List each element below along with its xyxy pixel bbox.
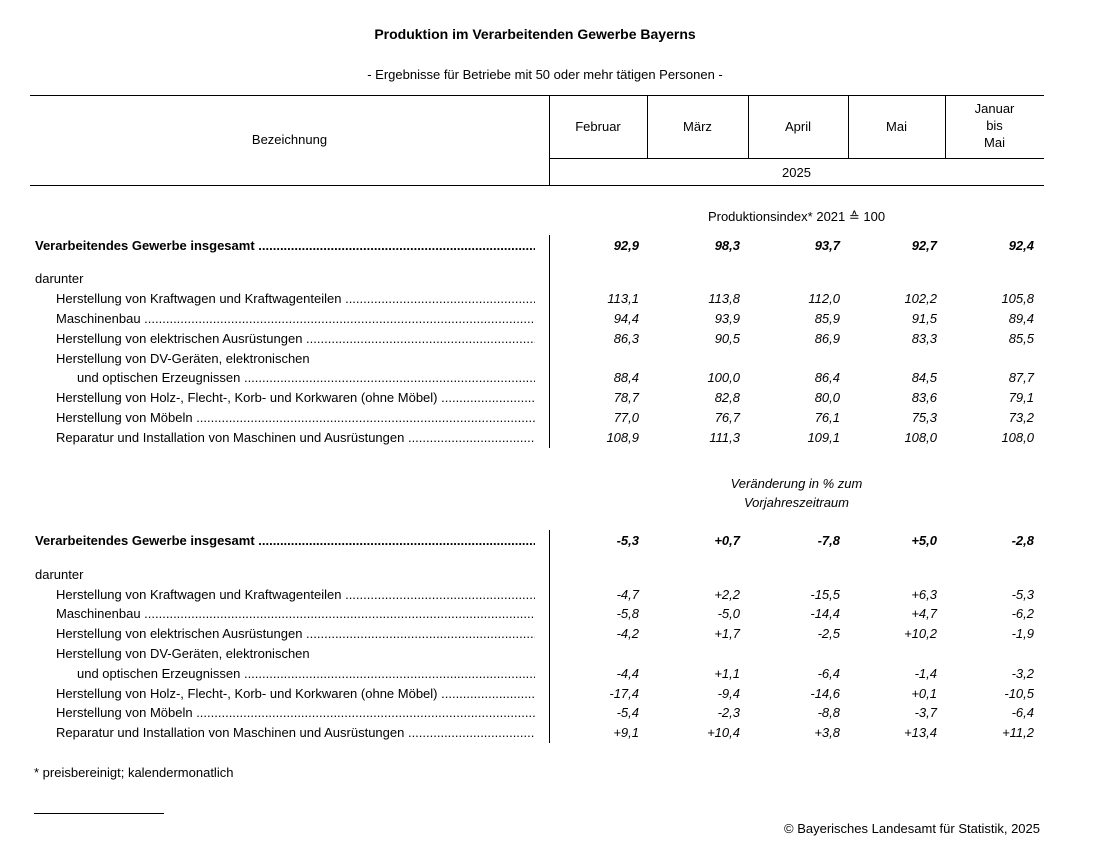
cell: 87,7: [1008, 370, 1034, 385]
header-bottom-rule: [30, 185, 1044, 186]
cell: +3,8: [814, 725, 840, 740]
cell: -2,5: [817, 626, 840, 641]
table-row-total: [0, 531, 1099, 551]
cell: 82,8: [714, 390, 740, 405]
cell: -1,4: [914, 666, 937, 681]
cell: 86,9: [814, 331, 840, 346]
cell: -14,6: [810, 686, 840, 701]
cell: +1,1: [714, 666, 740, 681]
cell: 113,8: [708, 291, 740, 306]
cell: +2,2: [714, 587, 740, 602]
cell: +0,7: [714, 533, 740, 548]
cell: -4,4: [616, 666, 639, 681]
cell: 111,3: [709, 430, 740, 445]
table-row: [0, 428, 1099, 448]
cell: 108,0: [1001, 430, 1034, 445]
cell: 77,0: [613, 410, 639, 425]
column-header-year: 2025: [782, 165, 811, 180]
cell: -6,4: [817, 666, 840, 681]
cell: +9,1: [613, 725, 639, 740]
cell: 108,9: [606, 430, 639, 445]
row-subheading: [0, 565, 1099, 585]
cell: 100,0: [707, 370, 740, 385]
cell: -2,3: [717, 705, 740, 720]
cell: 91,5: [911, 311, 937, 326]
cell: -5,3: [1011, 587, 1034, 602]
table-row-label-continuation: [0, 644, 1099, 664]
cell: -3,7: [914, 705, 937, 720]
footnote: * preisbereinigt; kalendermonatlich: [34, 765, 234, 780]
cell: -3,2: [1011, 666, 1034, 681]
subheading-label: darunter: [35, 271, 84, 286]
row-label: Maschinenbau .....: [56, 309, 535, 329]
column-header-february: Februar: [575, 119, 621, 134]
table-row-label-continuation: [0, 349, 1099, 369]
cell: 94,4: [613, 311, 639, 326]
cell: 85,9: [814, 311, 840, 326]
header-mid-rule: [549, 158, 1044, 159]
table-row: [0, 289, 1099, 309]
cell: +5,0: [911, 533, 937, 548]
column-header-april: April: [784, 119, 811, 134]
cell: 109,1: [807, 430, 840, 445]
cell: 83,3: [911, 331, 937, 346]
cell: -9,4: [717, 686, 740, 701]
cell: -4,7: [616, 587, 639, 602]
cell: -6,2: [1011, 606, 1034, 621]
row-label: Herstellung von Möbeln .....: [56, 408, 535, 428]
cell: -4,2: [616, 626, 639, 641]
row-label: Herstellung von Kraftwagen und Kraftwagenteilen .....: [56, 585, 535, 605]
cell: -5,8: [616, 606, 639, 621]
table-row: [0, 388, 1099, 408]
cell: 76,7: [714, 410, 740, 425]
table-row: [0, 585, 1099, 605]
section-unit-index: Produktionsindex* 2021 ≙ 100: [707, 209, 886, 224]
table-row: [0, 723, 1099, 743]
cell: 108,0: [904, 430, 937, 445]
cell: 88,4: [613, 370, 639, 385]
cell: 86,4: [814, 370, 840, 385]
cell: -1,9: [1011, 626, 1034, 641]
row-label: Herstellung von DV-Geräten, elektronischen: [56, 351, 310, 366]
cell: 93,7: [814, 238, 840, 253]
cell: 83,6: [911, 390, 937, 405]
subheading-label: darunter: [35, 567, 84, 582]
table-row: [0, 309, 1099, 329]
cell: 85,5: [1008, 331, 1034, 346]
footnote-rule: [34, 813, 164, 814]
table-row: [0, 604, 1099, 624]
cell: -5,0: [717, 606, 740, 621]
cell: -5,3: [616, 533, 639, 548]
cell: -14,4: [810, 606, 840, 621]
row-label: Verarbeitendes Gewerbe insgesamt .....: [35, 236, 535, 256]
row-label: Verarbeitendes Gewerbe insgesamt .....: [35, 531, 535, 551]
table-row: [0, 624, 1099, 644]
row-label: und optischen Erzeugnissen .....: [77, 368, 535, 388]
cell: 102,2: [904, 291, 937, 306]
cell: -15,5: [810, 587, 840, 602]
row-label: Herstellung von DV-Geräten, elektronischen: [56, 646, 310, 661]
cell: 89,4: [1008, 311, 1034, 326]
cell: 90,5: [714, 331, 740, 346]
cell: +6,3: [911, 587, 937, 602]
column-header-march: März: [683, 119, 712, 134]
cell: -17,4: [609, 686, 639, 701]
cell: 86,3: [613, 331, 639, 346]
cell: 78,7: [613, 390, 639, 405]
table-row-total: [0, 236, 1099, 256]
column-header-jan-to-may: Januar bis Mai: [974, 101, 1015, 150]
row-label: Herstellung von Kraftwagen und Kraftwagenteilen .....: [56, 289, 535, 309]
table-row: [0, 703, 1099, 723]
cell: 76,1: [814, 410, 840, 425]
cell: 92,4: [1008, 238, 1034, 253]
table-row: [0, 664, 1099, 684]
cell: -8,8: [817, 705, 840, 720]
header-top-rule: [30, 95, 1044, 96]
page-subtitle: - Ergebnisse für Betriebe mit 50 oder mehr tätigen Personen -: [367, 67, 723, 82]
column-header-may: Mai: [886, 119, 907, 134]
row-label: Reparatur und Installation von Maschinen und Ausrüstungen .....: [56, 723, 535, 743]
copyright: © Bayerisches Landesamt für Statistik, 2025: [784, 821, 1040, 836]
table-row: [0, 408, 1099, 428]
table-row: [0, 368, 1099, 388]
cell: +10,4: [707, 725, 740, 740]
cell: -6,4: [1011, 705, 1034, 720]
row-label: Herstellung von Holz-, Flecht-, Korb- und Korkwaren (ohne Möbel) .....: [56, 684, 535, 704]
cell: 92,7: [911, 238, 937, 253]
cell: 98,3: [714, 238, 740, 253]
row-label: Herstellung von Holz-, Flecht-, Korb- und Korkwaren (ohne Möbel) .....: [56, 388, 535, 408]
cell: 105,8: [1001, 291, 1034, 306]
cell: -2,8: [1011, 533, 1034, 548]
cell: +11,2: [1002, 725, 1034, 740]
cell: +10,2: [904, 626, 937, 641]
cell: -10,5: [1004, 686, 1034, 701]
cell: 92,9: [613, 238, 639, 253]
cell: 73,2: [1008, 410, 1034, 425]
cell: +1,7: [714, 626, 740, 641]
row-label: Reparatur und Installation von Maschinen und Ausrüstungen .....: [56, 428, 535, 448]
section-unit-change: Veränderung in % zum Vorjahreszeitraum: [730, 476, 863, 510]
cell: 93,9: [714, 311, 740, 326]
cell: -7,8: [817, 533, 840, 548]
row-label: Herstellung von elektrischen Ausrüstungen .....: [56, 329, 535, 349]
cell: 113,1: [607, 291, 639, 306]
cell: 79,1: [1008, 390, 1034, 405]
cell: -5,4: [616, 705, 639, 720]
cell: 80,0: [814, 390, 840, 405]
cell: 112,0: [808, 291, 840, 306]
row-label: Maschinenbau .....: [56, 604, 535, 624]
row-label: Herstellung von elektrischen Ausrüstungen .....: [56, 624, 535, 644]
page-title: Produktion im Verarbeitenden Gewerbe Bayerns: [374, 26, 696, 42]
cell: 84,5: [911, 370, 937, 385]
row-label: und optischen Erzeugnissen .....: [77, 664, 535, 684]
table-row: [0, 684, 1099, 704]
cell: +4,7: [911, 606, 937, 621]
table-row: [0, 329, 1099, 349]
column-header-label: Bezeichnung: [251, 132, 328, 147]
cell: +0,1: [911, 686, 937, 701]
cell: +13,4: [904, 725, 937, 740]
cell: 75,3: [911, 410, 937, 425]
row-label: Herstellung von Möbeln .....: [56, 703, 535, 723]
row-subheading: [0, 269, 1099, 289]
